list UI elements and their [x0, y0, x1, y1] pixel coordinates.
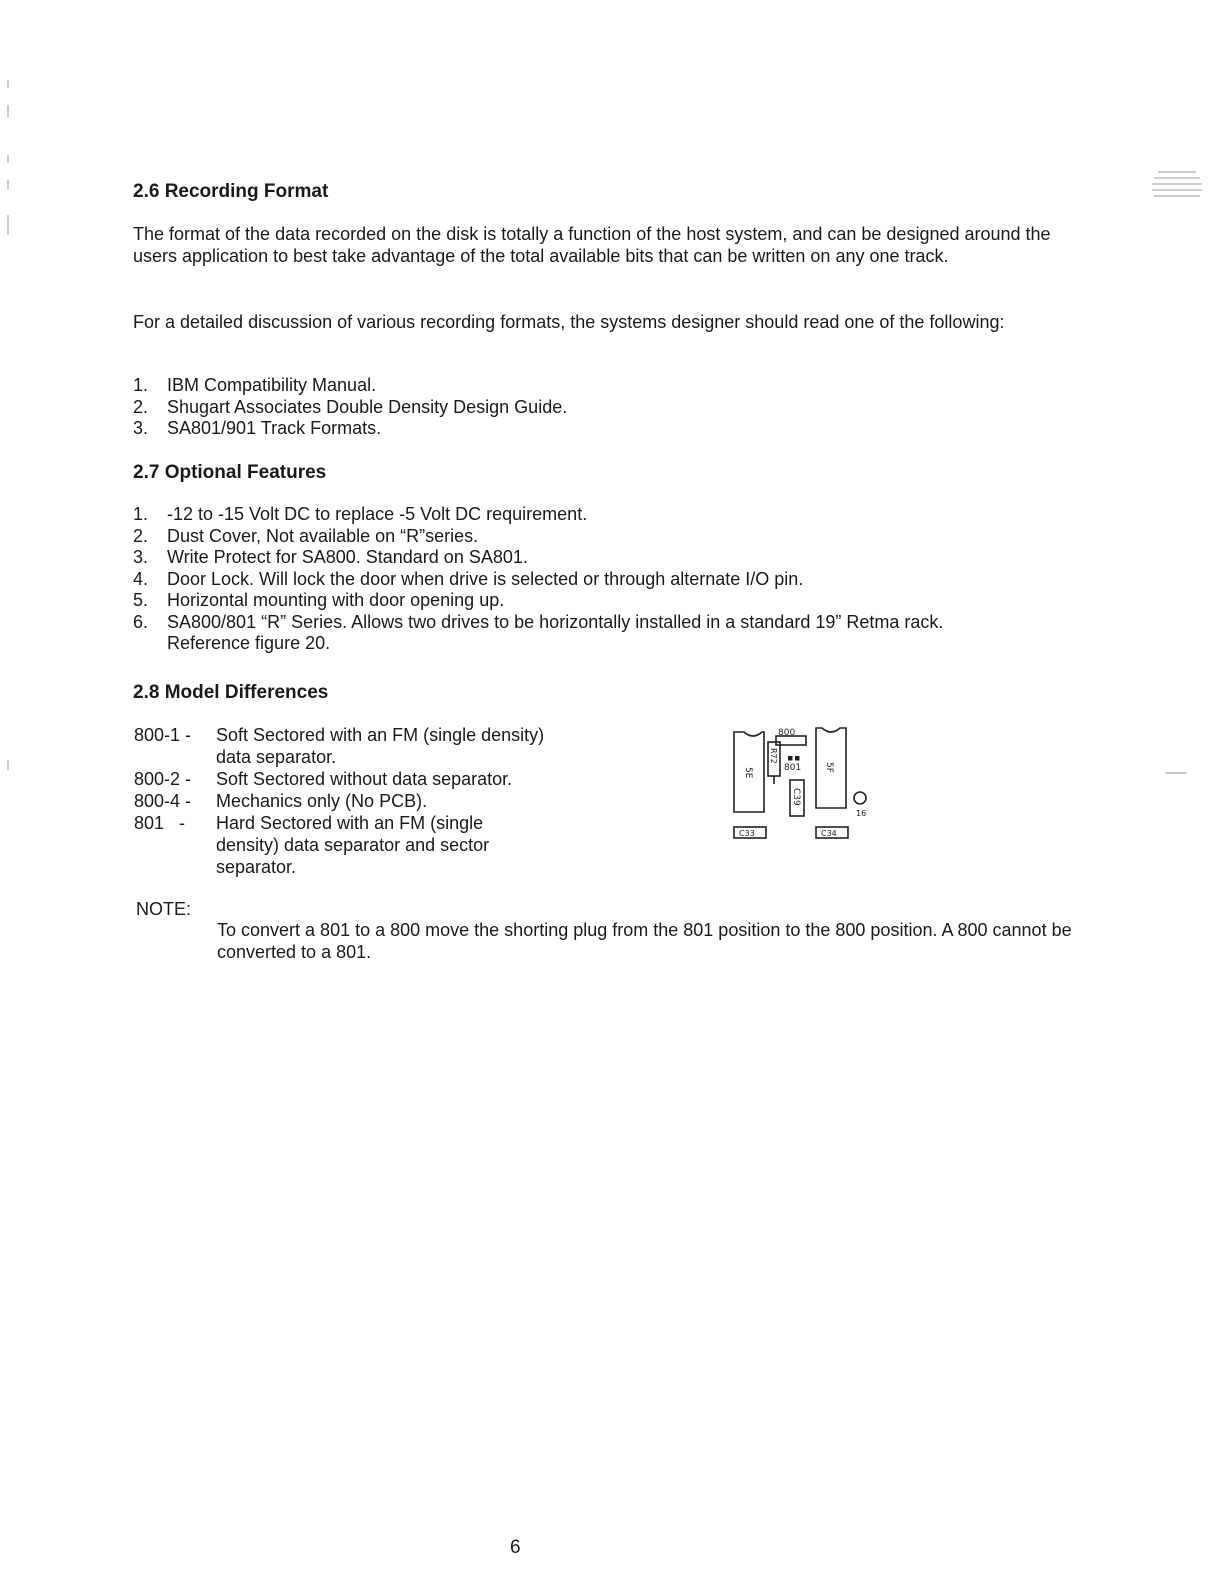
model-row — [134, 790, 574, 812]
model-description: Mechanics only (No PCB). — [216, 791, 428, 811]
list-item — [133, 504, 1013, 526]
list-item — [133, 612, 997, 655]
model-description: Soft Sectored without data separator. — [216, 769, 513, 789]
list-item-text: SA800/801 “R” Series. Allows two drives to be horizontally installed in a standard 19” Retma rack. Reference figure 20. — [167, 611, 944, 653]
list-item-text: IBM Compatibility Manual. — [167, 375, 377, 395]
list-item — [133, 526, 1013, 548]
list-item — [133, 547, 1013, 569]
model-description: Hard Sectored with an FM (single density) data separator and sector separator. — [216, 813, 490, 877]
jumper-800-label: 800 — [778, 728, 796, 738]
list-item — [133, 375, 1033, 397]
model-row — [134, 812, 574, 878]
capacitor-c39-label: C39 — [791, 788, 801, 806]
list-item-text: SA801/901 Track Formats. — [167, 418, 382, 438]
list-item — [133, 397, 1033, 419]
pcb-jumper-diagram — [728, 722, 867, 844]
resistor-r72-label: R72 — [769, 748, 778, 764]
list-item-number: 1. — [133, 504, 149, 524]
list-item-number: 5. — [133, 590, 149, 610]
jumper-pin — [795, 756, 800, 761]
section-heading-optional-features: 2.7 Optional Features — [133, 462, 327, 483]
list-item-text: Door Lock. Will lock the door when drive is selected or through alternate I/O pin. — [167, 568, 804, 589]
list-item-text: Shugart Associates Double Density Design Guide. — [167, 396, 568, 417]
optional-features-list — [133, 504, 1013, 655]
corner-stripes-icon — [1152, 172, 1202, 196]
jumper-801-label: 801 — [784, 763, 802, 773]
list-item-text: Dust Cover, Not available on “R”series. — [167, 525, 479, 546]
recording-format-paragraph-2: For a detailed discussion of various recording formats, the systems designer should read one of the following: — [133, 312, 1005, 332]
recording-format-list — [133, 375, 1033, 440]
page-number: 6 — [510, 1537, 521, 1558]
capacitor-c33-label: C33 — [739, 829, 755, 838]
model-code: 800-1 - — [134, 725, 192, 745]
chip-5f-label: 5F — [824, 762, 834, 773]
list-item — [133, 569, 1013, 591]
list-item-text: Horizontal mounting with door opening up. — [167, 590, 505, 610]
list-item-number: 1. — [133, 375, 149, 395]
test-point-label: 16 — [856, 809, 867, 818]
model-row — [134, 768, 574, 790]
list-item-number: 2. — [133, 396, 149, 417]
recording-format-paragraph-1: The format of the data recorded on the disk is totally a function of the host system, and can be designed around the users application to best take advantage of the total available bits that can be written on any one track. — [133, 224, 1051, 266]
list-item — [133, 590, 1013, 612]
model-list — [134, 724, 574, 878]
model-description: Soft Sectored with an FM (single density) data separator. — [216, 725, 545, 767]
note-label: NOTE: — [136, 899, 192, 919]
list-item-number: 3. — [133, 418, 149, 438]
list-item-number: 2. — [133, 525, 149, 546]
jumper-pin — [788, 756, 793, 761]
model-code: 800-2 - — [134, 769, 192, 789]
list-item — [133, 418, 1033, 440]
list-item-number: 3. — [133, 547, 149, 567]
model-code: 800-4 - — [134, 791, 192, 811]
model-row — [134, 724, 574, 768]
list-item-text: -12 to -15 Volt DC to replace -5 Volt DC requirement. — [167, 504, 588, 524]
section-heading-recording-format: 2.6 Recording Format — [133, 181, 329, 202]
note-text: To convert a 801 to a 800 move the shorting plug from the 801 position to the 800 position. A 800 cannot be converted to a 801. — [217, 920, 1072, 962]
model-code: 801 - — [134, 813, 186, 833]
list-item-number: 6. — [133, 611, 149, 632]
list-item-text: Write Protect for SA800. Standard on SA801. — [167, 547, 528, 567]
list-item-number: 4. — [133, 568, 149, 589]
section-heading-model-differences: 2.8 Model Differences — [133, 682, 329, 703]
chip-5e-label: 5E — [743, 767, 753, 779]
capacitor-c34-label: C34 — [821, 829, 837, 838]
